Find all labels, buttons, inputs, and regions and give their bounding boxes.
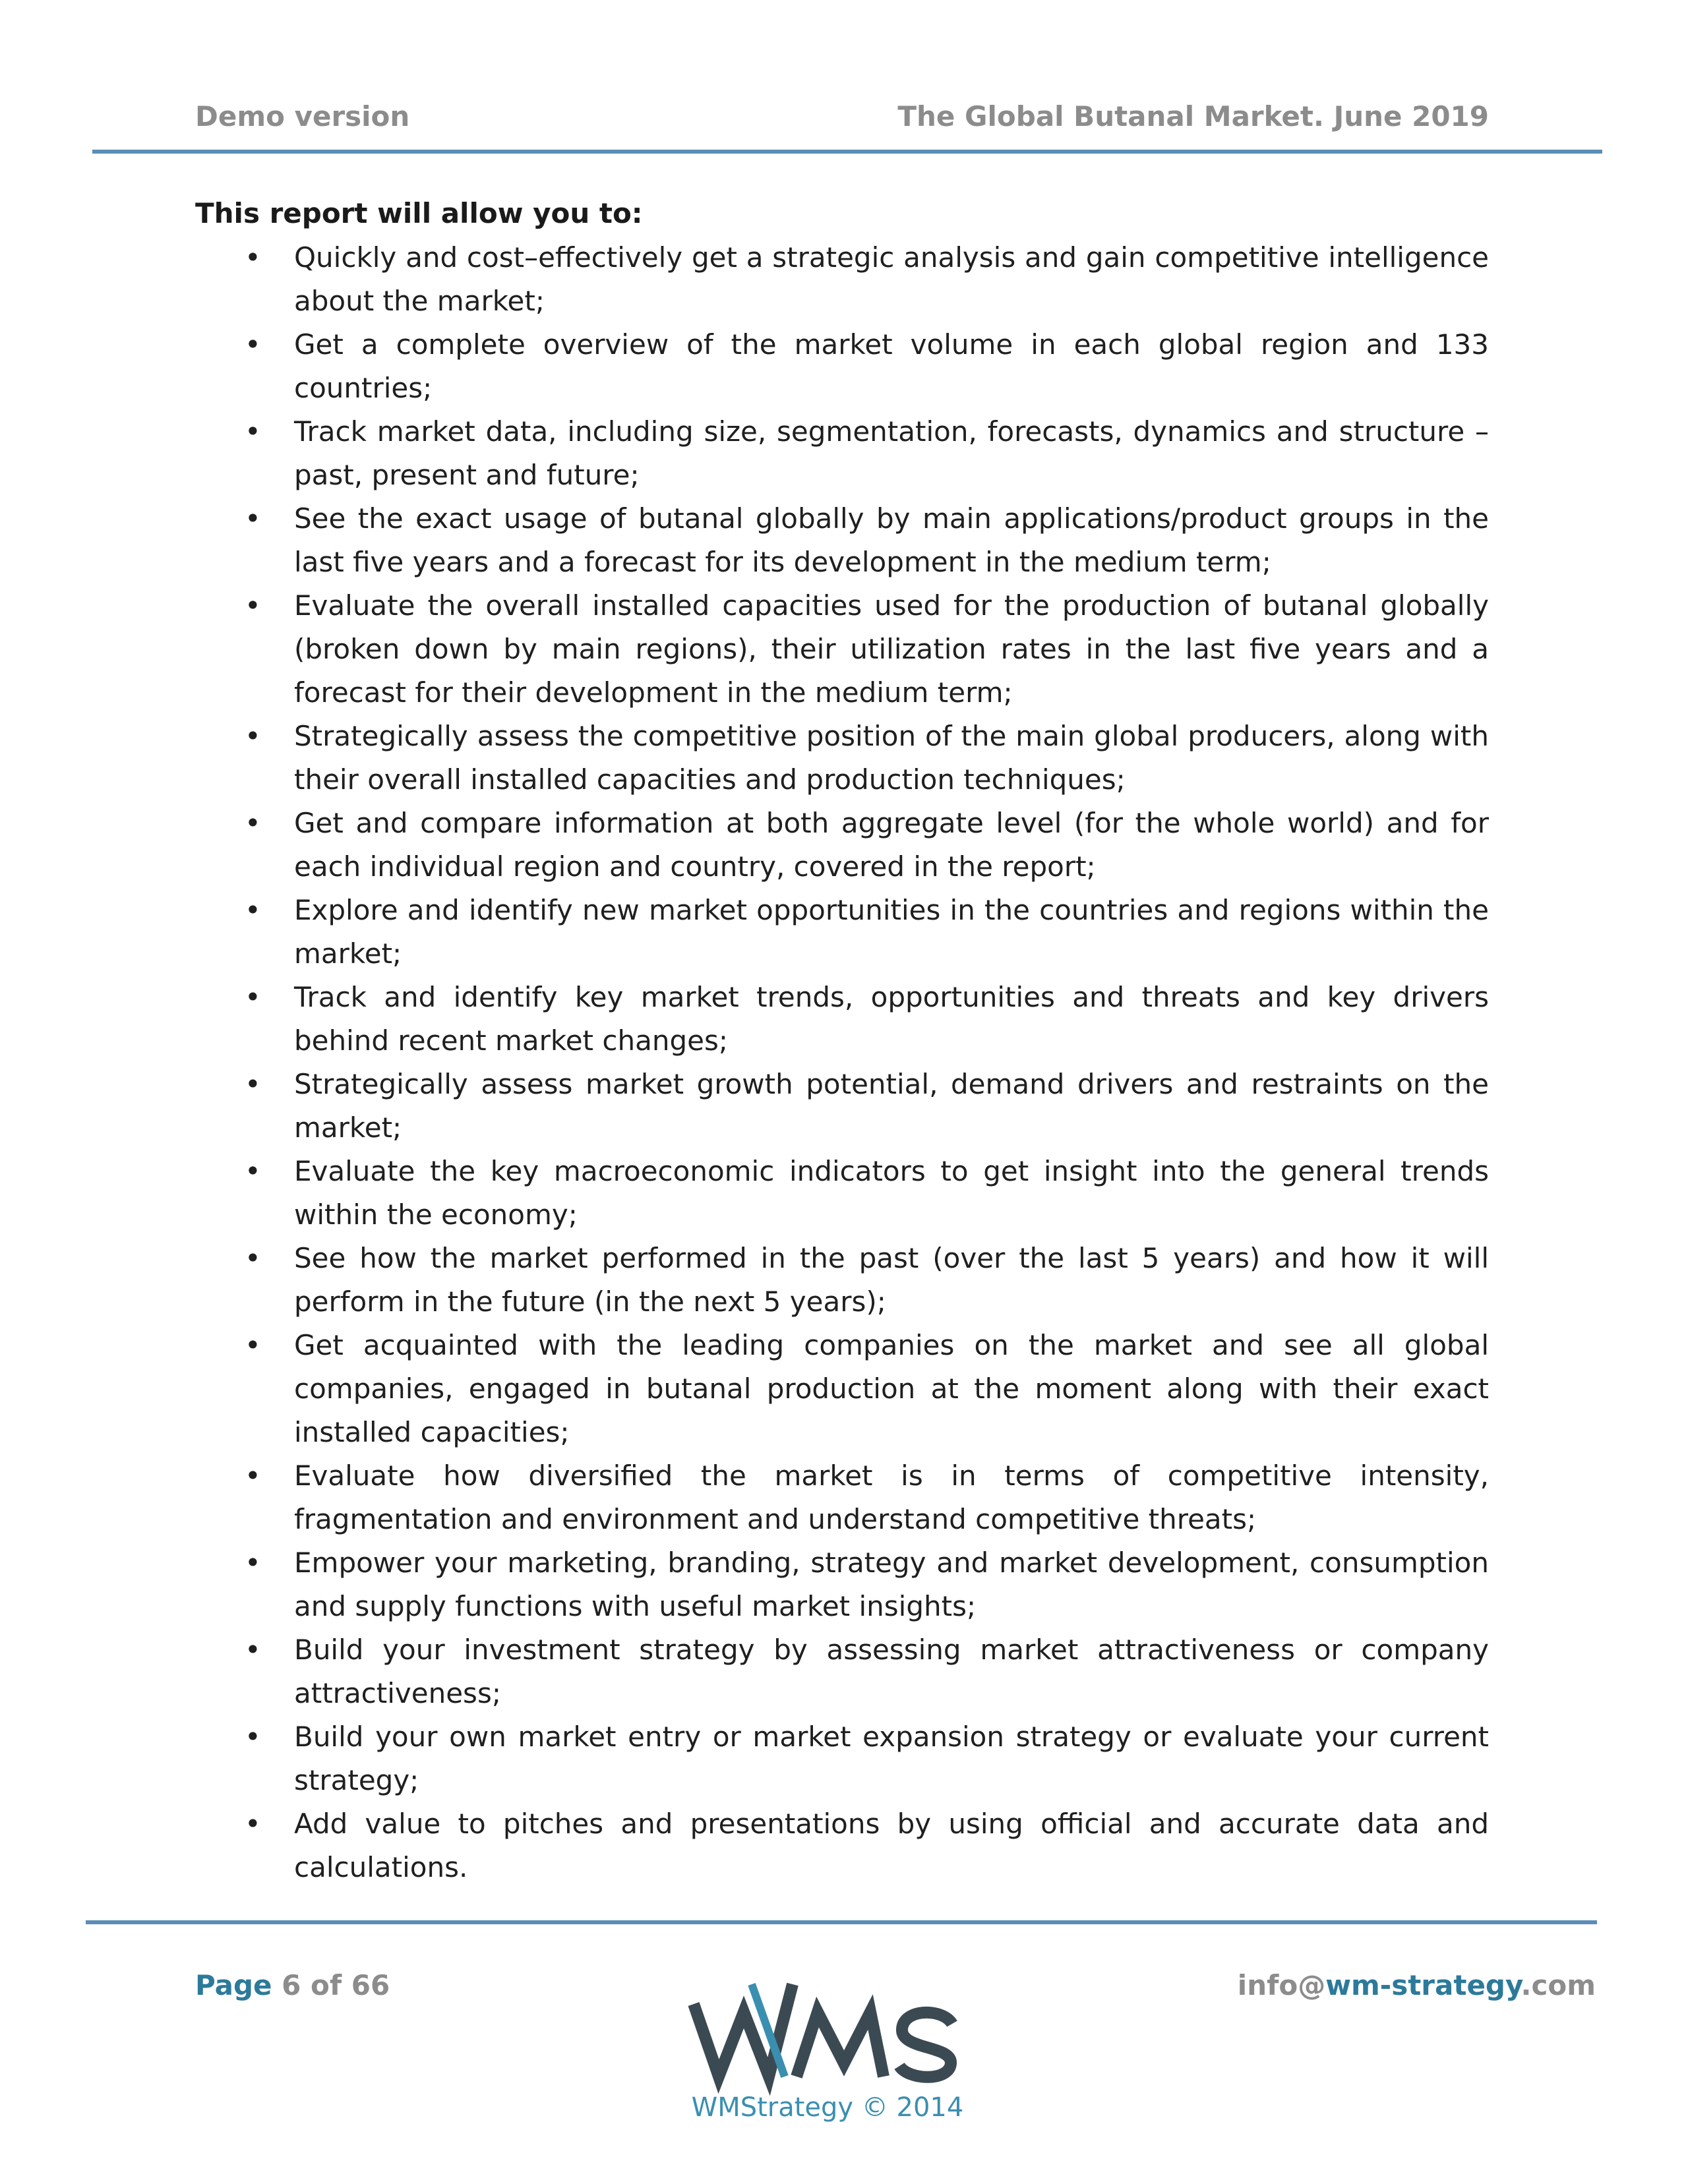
list-item <box>195 1541 1489 1628</box>
logo-text: WMS <box>686 1961 712 1974</box>
list-item-text: Build your own market entry or market expansion strategy or evaluate your current strategy; <box>294 1721 1489 1796</box>
list-item <box>195 1150 1489 1237</box>
bullet-icon: • <box>245 328 261 361</box>
footer-divider <box>86 1920 1597 1924</box>
email-prefix: info@ <box>1237 1969 1326 2001</box>
page-of: of <box>311 1969 342 2001</box>
bullet-icon: • <box>245 981 261 1013</box>
bullet-icon: • <box>245 894 261 926</box>
intro-heading: This report will allow you to: <box>195 197 643 229</box>
list-item-text: Track and identify key market trends, opportunities and threats and key drivers behind recent market changes; <box>294 981 1489 1057</box>
bullet-icon: • <box>245 1329 261 1361</box>
list-item-text: See how the market performed in the past (over the last 5 years) and how it will perform in the future (in the next 5 years); <box>294 1242 1489 1318</box>
bullet-icon: • <box>245 807 261 839</box>
bullet-icon: • <box>245 1155 261 1187</box>
bullet-icon: • <box>245 1721 261 1753</box>
list-item <box>195 1237 1489 1324</box>
header-left-label: Demo version <box>195 100 410 133</box>
list-item-text: Evaluate the key macroeconomic indicators to get insight into the general trends within the economy; <box>294 1155 1489 1231</box>
bullet-icon: • <box>245 720 261 752</box>
page-number-label <box>195 1968 390 2003</box>
list-item <box>195 323 1489 410</box>
list-item <box>195 1063 1489 1150</box>
bullet-icon: • <box>245 1242 261 1274</box>
list-item <box>195 1802 1489 1889</box>
bullet-icon: • <box>245 1068 261 1100</box>
list-item-text: Empower your marketing, branding, strategy and market development, consumption and supply functions with useful market insights; <box>294 1547 1489 1622</box>
list-item-text: Add value to pitches and presentations by using official and accurate data and calculations. <box>294 1808 1489 1883</box>
benefits-list <box>195 236 1489 1889</box>
header-divider <box>92 150 1602 154</box>
list-item-text: See the exact usage of butanal globally by main applications/product groups in the last five years and a forecast for its development in the medium term; <box>294 502 1489 578</box>
list-item-text: Evaluate how diversified the market is in terms of competitive intensity, fragmentation and environment and understand competitive threats; <box>294 1460 1489 1535</box>
list-item-text: Get a complete overview of the market volume in each global region and 133 countries; <box>294 328 1489 404</box>
list-item <box>195 889 1489 976</box>
email-suffix: .com <box>1521 1969 1596 2001</box>
list-item-text: Track market data, including size, segmentation, forecasts, dynamics and structure – past, present and future; <box>294 415 1489 491</box>
page-number: 6 <box>282 1969 301 2001</box>
list-item-text: Strategically assess market growth potential, demand drivers and restraints on the market; <box>294 1068 1489 1144</box>
header-report-title: The Global Butanal Market. June 2019 <box>897 100 1489 133</box>
list-item-text: Explore and identify new market opportunities in the countries and regions within the market; <box>294 894 1489 970</box>
bullet-icon: • <box>245 1460 261 1492</box>
bullet-icon: • <box>245 589 261 622</box>
list-item <box>195 1628 1489 1715</box>
list-item <box>195 715 1489 802</box>
list-item <box>195 497 1489 584</box>
list-item-text: Strategically assess the competitive position of the main global producers, along with their overall installed capacities and production techniques; <box>294 720 1489 796</box>
list-item <box>195 1715 1489 1802</box>
bullet-icon: • <box>245 1634 261 1666</box>
list-item <box>195 1324 1489 1454</box>
list-item <box>195 976 1489 1063</box>
footer-email[interactable] <box>1238 1968 1596 2003</box>
page-total: 66 <box>351 1969 390 2001</box>
list-item <box>195 802 1489 889</box>
list-item-text: Get and compare information at both aggregate level (for the whole world) and for each individual region and country, covered in the report; <box>294 807 1489 883</box>
main-content <box>195 195 1489 1889</box>
list-item <box>195 1454 1489 1541</box>
list-item-text: Quickly and cost–effectively get a strategic analysis and gain competitive intelligence about the market; <box>294 241 1489 317</box>
bullet-icon: • <box>245 1808 261 1840</box>
list-item-text: Evaluate the overall installed capacities used for the production of butanal globally (broken down by main regions), their utilization rates in the last five years and a forecast for their development in the medium term; <box>294 589 1489 709</box>
bullet-icon: • <box>245 502 261 535</box>
list-item <box>195 410 1489 497</box>
list-item-text: Build your investment strategy by assessing market attractiveness or company attractiveness; <box>294 1634 1489 1709</box>
email-domain: wm-strategy <box>1325 1969 1521 2001</box>
list-item-text: Get acquainted with the leading companies on the market and see all global companies, engaged in butanal production at the moment along with their exact installed capacities; <box>294 1329 1489 1448</box>
list-item <box>195 584 1489 715</box>
bullet-icon: • <box>245 241 261 274</box>
page-label: Page <box>195 1969 272 2001</box>
logo-caption: WMStrategy © 2014 <box>691 2092 964 2123</box>
list-item <box>195 236 1489 323</box>
bullet-icon: • <box>245 415 261 448</box>
bullet-icon: • <box>245 1547 261 1579</box>
